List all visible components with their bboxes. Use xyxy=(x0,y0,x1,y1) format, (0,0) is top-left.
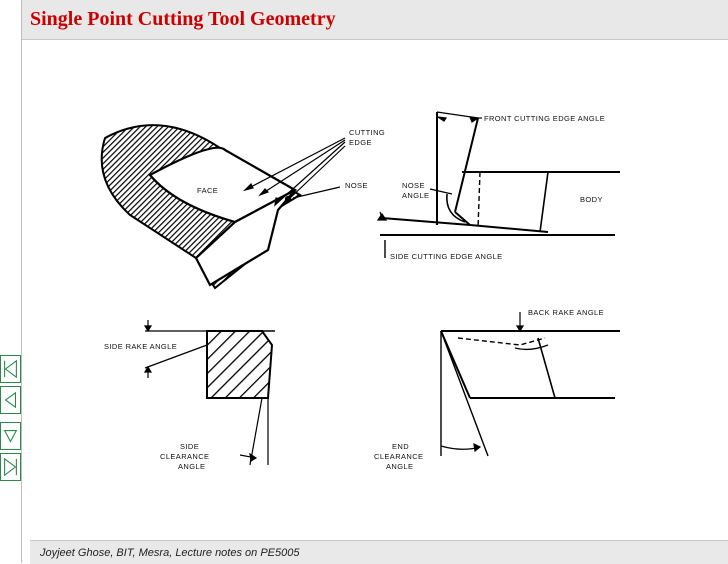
side-section xyxy=(145,331,275,465)
nose-angle-label: NOSE xyxy=(402,181,425,190)
first-slide-button[interactable] xyxy=(0,355,21,383)
front-cutting-edge-angle-label: FRONT CUTTING EDGE ANGLE xyxy=(484,114,606,123)
nav-prev-icon xyxy=(1,387,20,413)
back-rake-angle-label: BACK RAKE ANGLE xyxy=(528,308,605,317)
end-clearance-label: END xyxy=(392,442,410,451)
next-slide-button[interactable] xyxy=(0,422,21,450)
body-label: BODY xyxy=(580,195,603,204)
last-slide-button[interactable] xyxy=(0,453,21,481)
nose-angle-label-2: ANGLE xyxy=(402,191,430,200)
cutting-edge-label: CUTTING xyxy=(349,128,386,137)
side-clearance-label-3: ANGLE xyxy=(178,462,206,471)
isometric-tool xyxy=(102,125,300,288)
tool-geometry-diagram xyxy=(22,40,728,538)
nav-next-icon xyxy=(1,423,20,449)
side-clearance-label-2: CLEARANCE xyxy=(160,452,210,461)
side-clearance-label: SIDE xyxy=(180,442,200,451)
end-clearance-label-2: CLEARANCE xyxy=(374,452,424,461)
nav-last-icon xyxy=(1,454,20,480)
side-cutting-edge-angle-label: SIDE CUTTING EDGE ANGLE xyxy=(390,252,503,261)
page-title: Single Point Cutting Tool Geometry xyxy=(30,8,336,30)
end-view xyxy=(441,331,620,456)
nose-label: NOSE xyxy=(345,181,368,190)
end-clearance-label-3: ANGLE xyxy=(386,462,414,471)
cutting-edge-label-2: EDGE xyxy=(349,138,372,147)
end-view-arrows xyxy=(441,312,523,451)
footer-credit: Joyjeet Ghose, BIT, Mesra, Lecture notes on PE5005 xyxy=(40,547,300,559)
face-label: FACE xyxy=(197,186,219,195)
title-bar xyxy=(22,0,728,40)
footer-bar xyxy=(30,540,728,564)
nav-first-icon xyxy=(1,356,20,382)
side-rake-angle-label: SIDE RAKE ANGLE xyxy=(104,342,178,351)
previous-slide-button[interactable] xyxy=(0,386,21,414)
